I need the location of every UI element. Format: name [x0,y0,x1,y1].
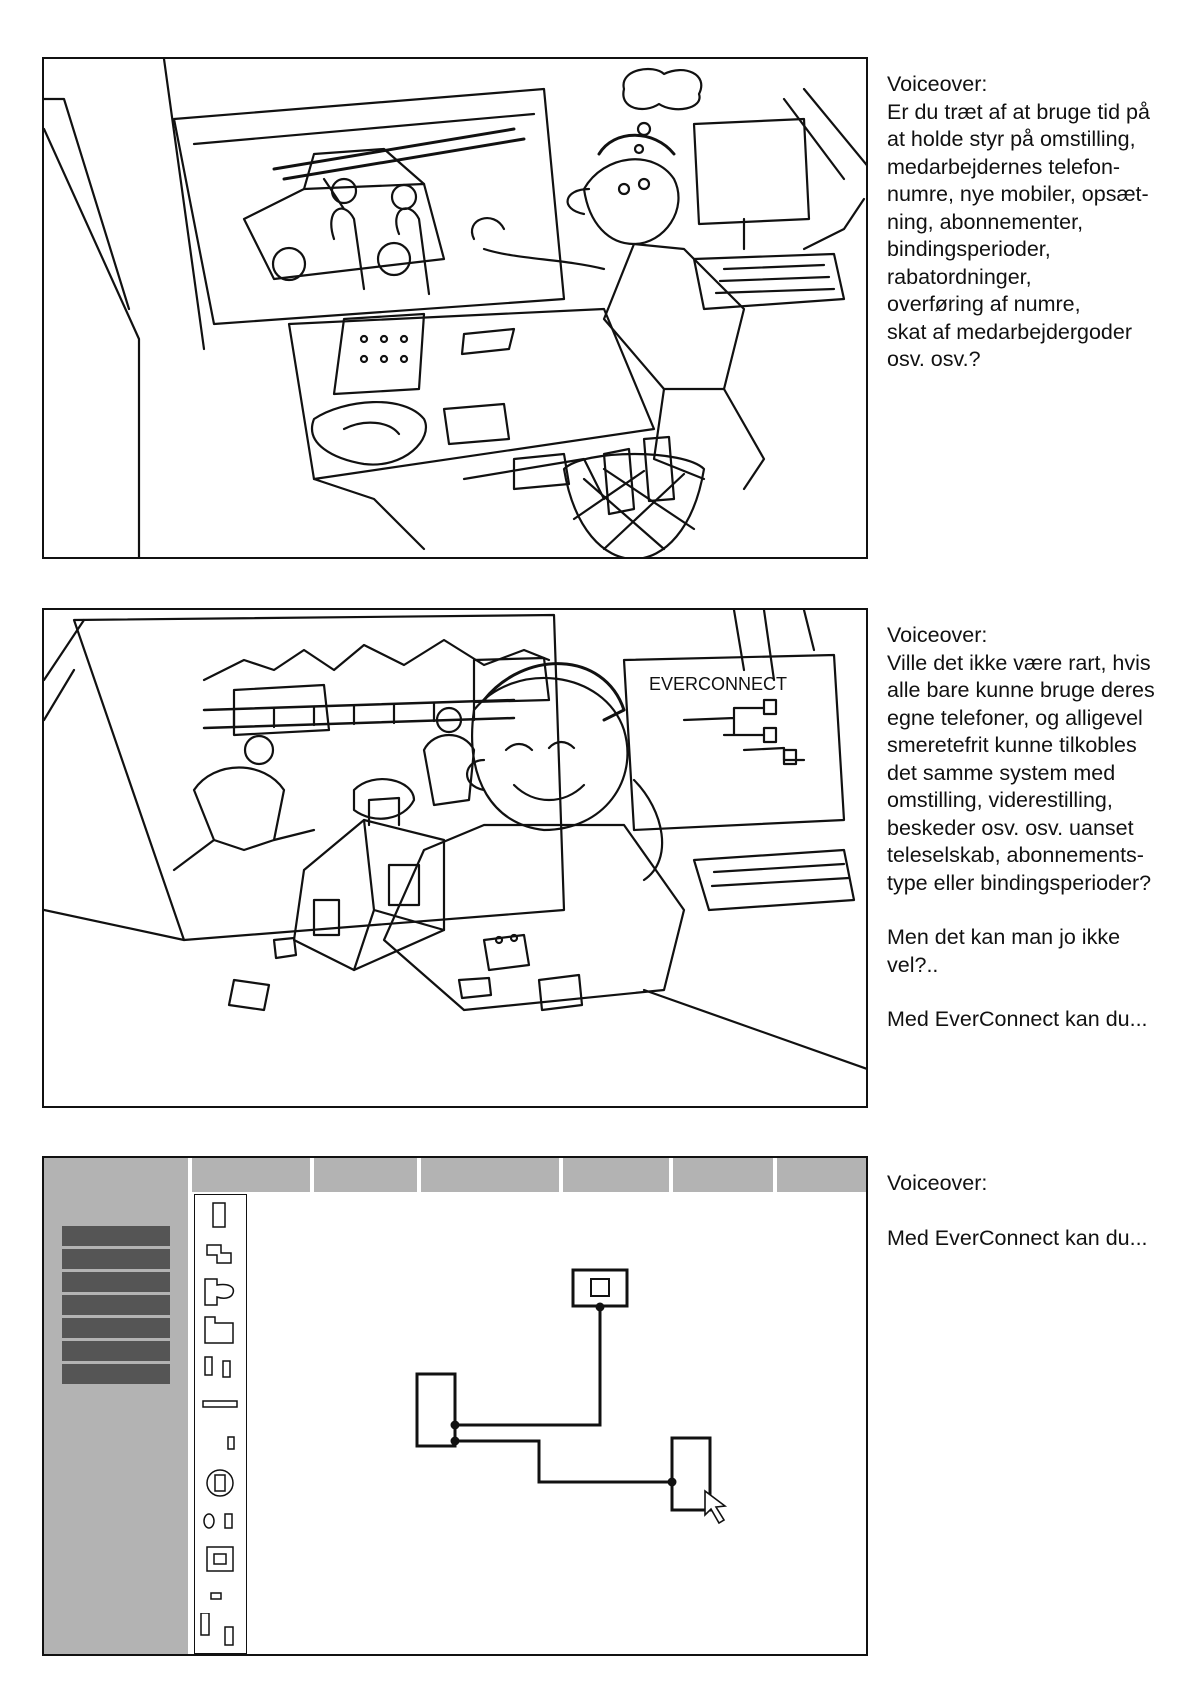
voiceover-2-line: beskeder osv. osv. uanset [887,815,1134,840]
flow-node-top [573,1270,627,1306]
voiceover-3 [887,1170,1197,1252]
ui-component-palette [194,1194,247,1654]
voiceover-1-line: osv. osv.? [887,347,981,371]
voiceover-2-line: egne telefoner, og alligevel [887,705,1143,730]
voiceover-1-line: ning, abonnementer, [887,209,1084,234]
voiceover-2-extra: Med EverConnect kan du... [887,1007,1148,1031]
voiceover-2-line: alle bare kunne bruge deres [887,678,1155,702]
voiceover-1 [887,71,1197,374]
plug-block-icon[interactable] [195,1273,246,1311]
voiceover-1-line: rabatordninger, [887,264,1032,289]
tall-pair-icon[interactable] [195,1613,246,1651]
bar-block-icon[interactable] [195,1387,246,1425]
round-block-icon[interactable] [195,1463,246,1501]
single-block-icon[interactable] [195,1197,246,1235]
voiceover-3-label: Voiceover: [887,1171,988,1195]
voiceover-2-line: Ville det ikke være rart, hvis [887,650,1151,675]
everconnect-sign: EVERCONNECT [649,674,788,694]
storyboard-panel-2 [42,608,868,1108]
ui-diagram-canvas[interactable] [249,1194,866,1654]
voiceover-2 [887,622,1197,1034]
ui-sidebar [44,1158,188,1654]
sidebar-item[interactable] [62,1226,170,1246]
ui-tab[interactable] [314,1158,417,1192]
flow-diagram [249,1194,868,1656]
voiceover-3-text: Med EverConnect kan du... [887,1225,1148,1250]
sidebar-item[interactable] [62,1318,170,1338]
circle-pair-icon[interactable] [195,1501,246,1539]
flow-connector-1 [455,1306,600,1425]
ui-tab[interactable] [192,1158,310,1192]
small-block-icon[interactable] [195,1425,246,1463]
cursor-icon [705,1491,725,1523]
double-block-icon[interactable] [195,1349,246,1387]
ui-tab[interactable] [777,1158,868,1192]
ui-tab[interactable] [563,1158,669,1192]
voiceover-2-line: omstilling, viderestilling, [887,788,1113,812]
voiceover-1-line: medarbejdernes telefon- [887,154,1121,179]
voiceover-1-line: skat af medarbejdergoder [887,319,1133,344]
sketch-happy-worker [44,610,868,1108]
flow-node-top-inner [591,1279,609,1296]
voiceover-2-line: smeretefrit kunne tilkobles [887,733,1137,757]
ui-tab[interactable] [421,1158,559,1192]
flow-connector-2 [455,1441,672,1482]
mini-block-icon[interactable] [195,1577,246,1615]
notch-block-icon[interactable] [195,1311,246,1349]
voiceover-1-line: at holde styr på omstilling, [887,127,1136,151]
storyboard-panel-3-ui-mockup [42,1156,868,1656]
sidebar-item[interactable] [62,1295,170,1315]
sidebar-item[interactable] [62,1364,170,1384]
ui-tab[interactable] [673,1158,773,1192]
nested-block-icon[interactable] [195,1539,246,1577]
sketch-office-chaos [44,59,868,559]
sidebar-item[interactable] [62,1341,170,1361]
voiceover-1-line: Er du træt af at bruge tid på [887,99,1150,124]
voiceover-2-line: teleselskab, abonnements- [887,843,1144,867]
sidebar-item[interactable] [62,1249,170,1269]
flow-node-left [417,1374,455,1446]
voiceover-2-extra: Men det kan man jo ikke vel?.. [887,925,1121,977]
storyboard-panel-1 [42,57,868,559]
voiceover-1-label: Voiceover: [887,72,988,96]
sidebar-item[interactable] [62,1272,170,1292]
step-block-icon[interactable] [195,1235,246,1273]
voiceover-1-line: overføring af numre, [887,292,1081,316]
voiceover-2-line: type eller bindingsperioder? [887,870,1152,895]
voiceover-2-label: Voiceover: [887,623,988,647]
voiceover-2-line: det samme system med [887,760,1116,785]
voiceover-1-line: numre, nye mobiler, opsæt- [887,182,1149,206]
voiceover-1-line: bindingsperioder, [887,237,1051,261]
